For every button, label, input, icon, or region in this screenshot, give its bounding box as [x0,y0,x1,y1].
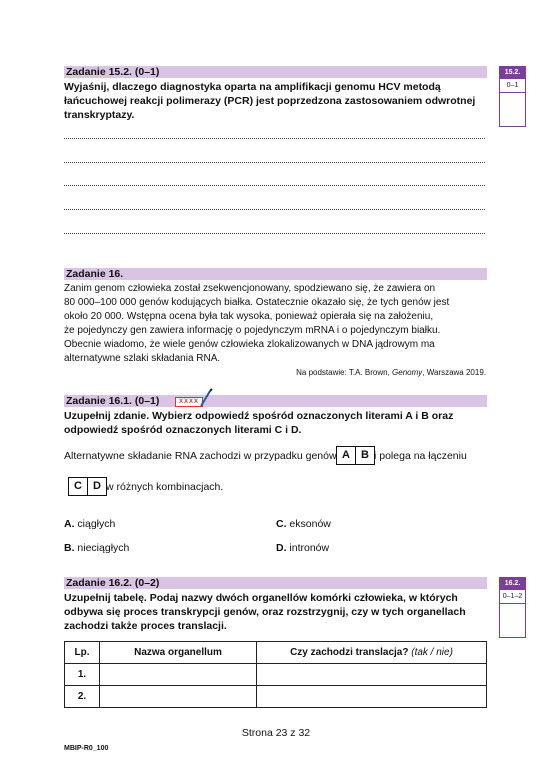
option-letter: A. [64,518,75,530]
sentence-part-3: w różnych kombinacjach. [106,481,224,493]
answer-line[interactable] [64,233,485,234]
task-16-2-instruction-line-2: odbywa się proces transkrypcji genów, oraz rozstrzygnij, czy w tych organellach [64,606,466,618]
row-number: 1. [65,664,100,686]
task-16-text-line-5: Obecnie wiadomo, że wiele genów człowieka zlokalizowanych w DNA jądrowym ma [64,339,435,350]
table-header-row [65,642,487,664]
page-number: Strona 23 z 32 [241,727,311,739]
option-letter: B. [64,542,75,554]
table-row [65,664,487,686]
row-number: 2. [65,686,100,708]
task-16-title: Zadanie 16. [66,268,124,280]
option-b [64,541,129,555]
option-text: ciągłych [77,518,116,530]
task-16-header-band [64,268,487,280]
option-text: eksonów [289,518,331,530]
answer-line[interactable] [64,138,485,139]
print-badge: XXXX [175,397,203,407]
score-box-label: 16.2. [500,578,525,590]
answer-line[interactable] [64,185,485,186]
option-d [276,541,329,555]
organelle-name-cell[interactable] [100,686,257,708]
task-16-source [296,367,486,379]
source-title: Genomy [392,368,423,377]
task-15-2-prompt-line-3: transkryptazy. [64,109,135,121]
col-translation-hint: (tak / nie) [411,647,453,658]
task-16-2-title: Zadanie 16.2. (0–2) [66,577,160,589]
score-box-label: 15.2. [500,67,525,79]
answer-line[interactable] [64,162,485,163]
organelle-table [64,641,487,708]
task-16-text-line-6: alternatywne szlaki składania RNA. [64,353,221,364]
option-a [64,517,115,531]
task-16-1-instruction-line-2: odpowiedź spośród oznaczonych literami C i D. [64,424,302,436]
choice-box-cd[interactable] [68,477,107,496]
task-15-2-prompt-line-1: Wyjaśnij, dlaczego diagnostyka oparta na amplifikacji genomu HCV metodą [64,81,441,93]
option-text: nieciągłych [77,542,130,554]
task-15-2-prompt-line-2: łańcuchowej reakcji polimerazy (PCR) jest poprzedzona zastosowaniem odwrotnej [64,95,476,107]
choice-c[interactable]: C [74,480,82,492]
organelle-name-cell[interactable] [100,664,257,686]
answer-line[interactable] [64,209,485,210]
choice-b[interactable]: B [355,447,374,464]
task-16-2-instruction-line-3: zachodzi także proces translacji. [64,620,227,632]
col-translation [257,642,487,664]
task-16-text-line-1: Zanim genom człowieka został zsekwencjonowany, spodziewano się, że zawiera on [64,283,436,294]
choice-d[interactable]: D [87,478,106,495]
task-16-text-line-3: około 20 000. Wstępna ocena była tak wysoka, ponieważ opierała się na założeniu, [64,311,434,322]
col-translation-label: Czy zachodzi translacja? [290,647,412,658]
source-prefix: Na podstawie: T.A. Brown, [296,368,393,377]
translation-cell[interactable] [257,664,487,686]
sentence-part-1: Alternatywne składanie RNA zachodzi w przypadku genów [64,450,337,462]
task-16-text-line-2: 80 000–100 000 genów kodujących białka. Ostatecznie okazało się, że tych genów jest [64,297,450,308]
choice-box-ab[interactable] [336,446,375,465]
task-16-text-line-4: że pojedynczy gen zawiera informację o pojedynczym mRNA i o pojedynczym białku. [64,325,441,336]
option-letter: C. [276,518,287,530]
choice-a[interactable]: A [342,449,350,461]
task-16-2-instruction-line-1: Uzupełnij tabelę. Podaj nazwy dwóch organellów komórki człowieka, w których [64,592,458,604]
option-text: intronów [289,542,330,554]
score-box-points: 0–1–2 [500,590,525,604]
translation-cell[interactable] [257,686,487,708]
task-16-1-instruction-line-1: Uzupełnij zdanie. Wybierz odpowiedź spośród oznaczonych literami A i B oraz [64,410,454,422]
score-box-16-2 [499,577,526,638]
option-c [276,517,331,531]
score-box-15-2 [499,66,526,127]
task-16-1-title: Zadanie 16.1. (0–1) [66,395,160,407]
score-box-points: 0–1 [500,79,525,93]
col-organelle-name: Nazwa organellum [100,642,257,664]
table-row [65,686,487,708]
pencil-icon [199,388,213,408]
option-letter: D. [276,542,287,554]
task-15-2-title: Zadanie 15.2. (0–1) [66,66,160,78]
source-suffix: , Warszawa 2019. [422,368,486,377]
sentence-part-2: i polega na łączeniu [374,450,467,462]
col-lp: Lp. [65,642,100,664]
exam-code: MBIP-R0_100 [64,745,109,752]
